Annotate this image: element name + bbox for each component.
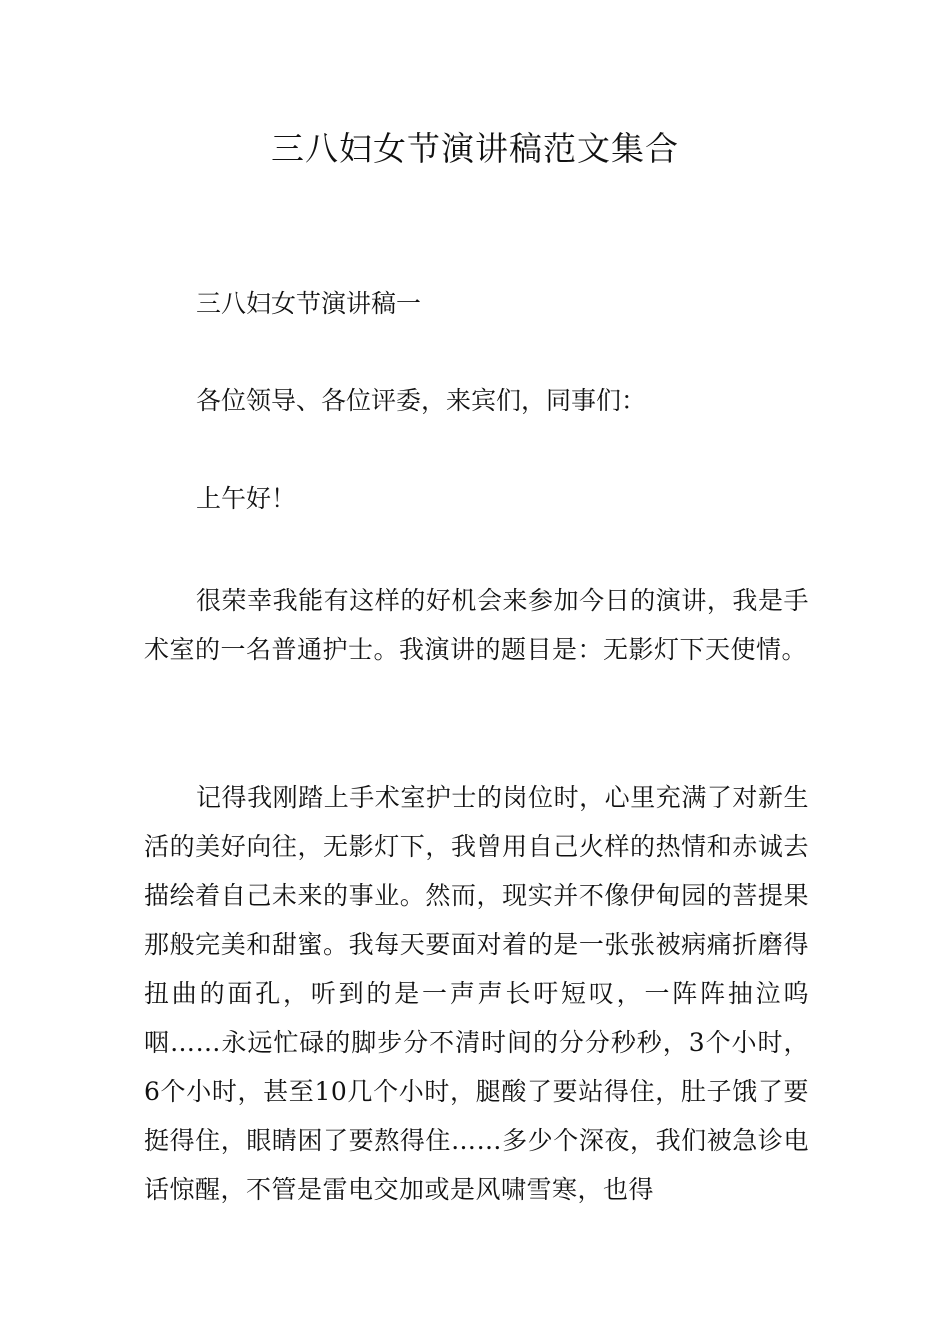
salutation: 各位领导、各位评委，来宾们，同事们： bbox=[196, 386, 647, 415]
paragraph-intro: 很荣幸我能有这样的好机会来参加今日的演讲，我是手术室的一名普通护士。我演讲的题目是：无影灯下天使情。 bbox=[144, 586, 809, 664]
section-heading: 三八妇女节演讲稿一 bbox=[196, 289, 422, 318]
greeting: 上午好！ bbox=[196, 484, 297, 513]
document-title: 三八妇女节演讲稿范文集合 bbox=[271, 129, 679, 168]
paragraph-memory: 记得我刚踏上手术室护士的岗位时，心里充满了对新生活的美好向往，无影灯下，我曾用自己火样的热情和赤诚去描绘着自己未来的事业。然而，现实并不像伊甸园的菩提果那般完美和甜蜜。我每天要面对着的是一张张被病痛折磨得扭曲的面孔，听到的是一声声长吁短叹，一阵阵抽泣呜咽……永远忙碌的脚步分不清时间的分分秒秒，3个小时，6个小时，甚至10几个小时，腿酸了要站得住，肚子饿了要挺得住，眼睛困了要熬得住……多少个深夜，我们被急诊电话惊醒，不管是雷电交加或是风啸雪寒，也得 bbox=[144, 783, 809, 1204]
